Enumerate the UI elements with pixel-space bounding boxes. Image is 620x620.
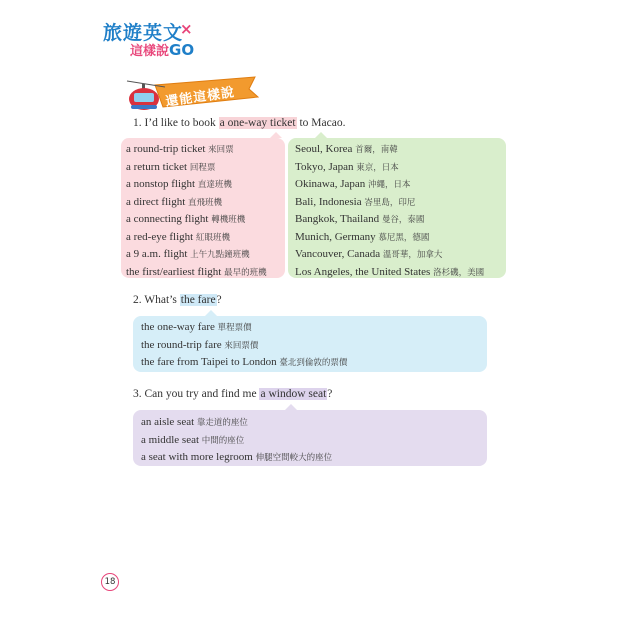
list-item: Seoul, Korea 首爾，南韓: [295, 143, 398, 155]
list-item: a connecting flight 轉機班機: [126, 213, 246, 225]
question-3-prefix: 3. Can you try and find me: [133, 388, 260, 400]
question-2: [133, 294, 222, 306]
fare-options-list: [141, 319, 347, 372]
list-item: a seat with more legroom 伸腿空間較大的座位: [141, 451, 333, 463]
badge-label: 還能這樣說: [164, 85, 236, 110]
list-item: Bangkok, Thailand 曼谷，泰國: [295, 213, 425, 225]
list-item: the one-way fare 單程票價: [141, 321, 252, 333]
seat-options-list: [141, 414, 332, 467]
question-2-prefix: 2. What’s: [133, 294, 180, 306]
list-item: Los Angeles, the United States 洛杉磯，美國: [295, 265, 485, 278]
list-item: Bali, Indonesia 峇里島，印尼: [295, 195, 416, 208]
list-item: a 9 a.m. flight 上午九點鐘班機: [126, 248, 250, 260]
list-item: a return ticket 回程票: [126, 160, 216, 173]
list-item: a direct flight 直飛班機: [126, 195, 223, 208]
ticket-options-list: [126, 141, 267, 281]
question-1-highlight: a one-way ticket: [219, 117, 296, 129]
list-item: the round-trip fare 來回票價: [141, 338, 259, 351]
page-number: 18: [101, 573, 119, 591]
list-item: the first/earliest flight 最早的班機: [126, 265, 267, 278]
list-item: a red-eye flight 紅眼班機: [126, 230, 230, 243]
question-1: [133, 117, 345, 129]
question-3-suffix: ?: [327, 388, 333, 400]
logo-x-mark: ×: [180, 20, 193, 38]
list-item: a nonstop flight 直達班機: [126, 178, 232, 190]
list-item: Munich, Germany 慕尼黑，德國: [295, 230, 430, 243]
list-item: an aisle seat 靠走道的座位: [141, 416, 248, 428]
question-3: [133, 388, 332, 400]
question-1-suffix: to Macao.: [296, 117, 346, 129]
book-logo-title: 旅遊英文: [103, 22, 184, 44]
destination-options-list: [295, 141, 484, 281]
question-1-prefix: 1. I’d like to book: [133, 117, 219, 129]
list-item: Okinawa, Japan 沖繩，日本: [295, 178, 411, 190]
list-item: a middle seat 中間的座位: [141, 433, 245, 446]
question-3-highlight: a window seat: [260, 388, 327, 400]
question-2-suffix: ?: [216, 294, 222, 306]
list-item: Tokyo, Japan 東京，日本: [295, 160, 399, 173]
question-2-highlight: the fare: [180, 294, 216, 306]
list-item: Vancouver, Canada 溫哥華，加拿大: [295, 248, 443, 260]
list-item: a round-trip ticket 來回票: [126, 143, 234, 155]
book-logo-subtitle: [130, 40, 194, 59]
list-item: the fare from Taipei to London 臺北到倫敦的票價: [141, 356, 348, 368]
logo-subtitle-text: 這樣說: [130, 44, 170, 59]
logo-go-text: GO: [169, 41, 195, 59]
